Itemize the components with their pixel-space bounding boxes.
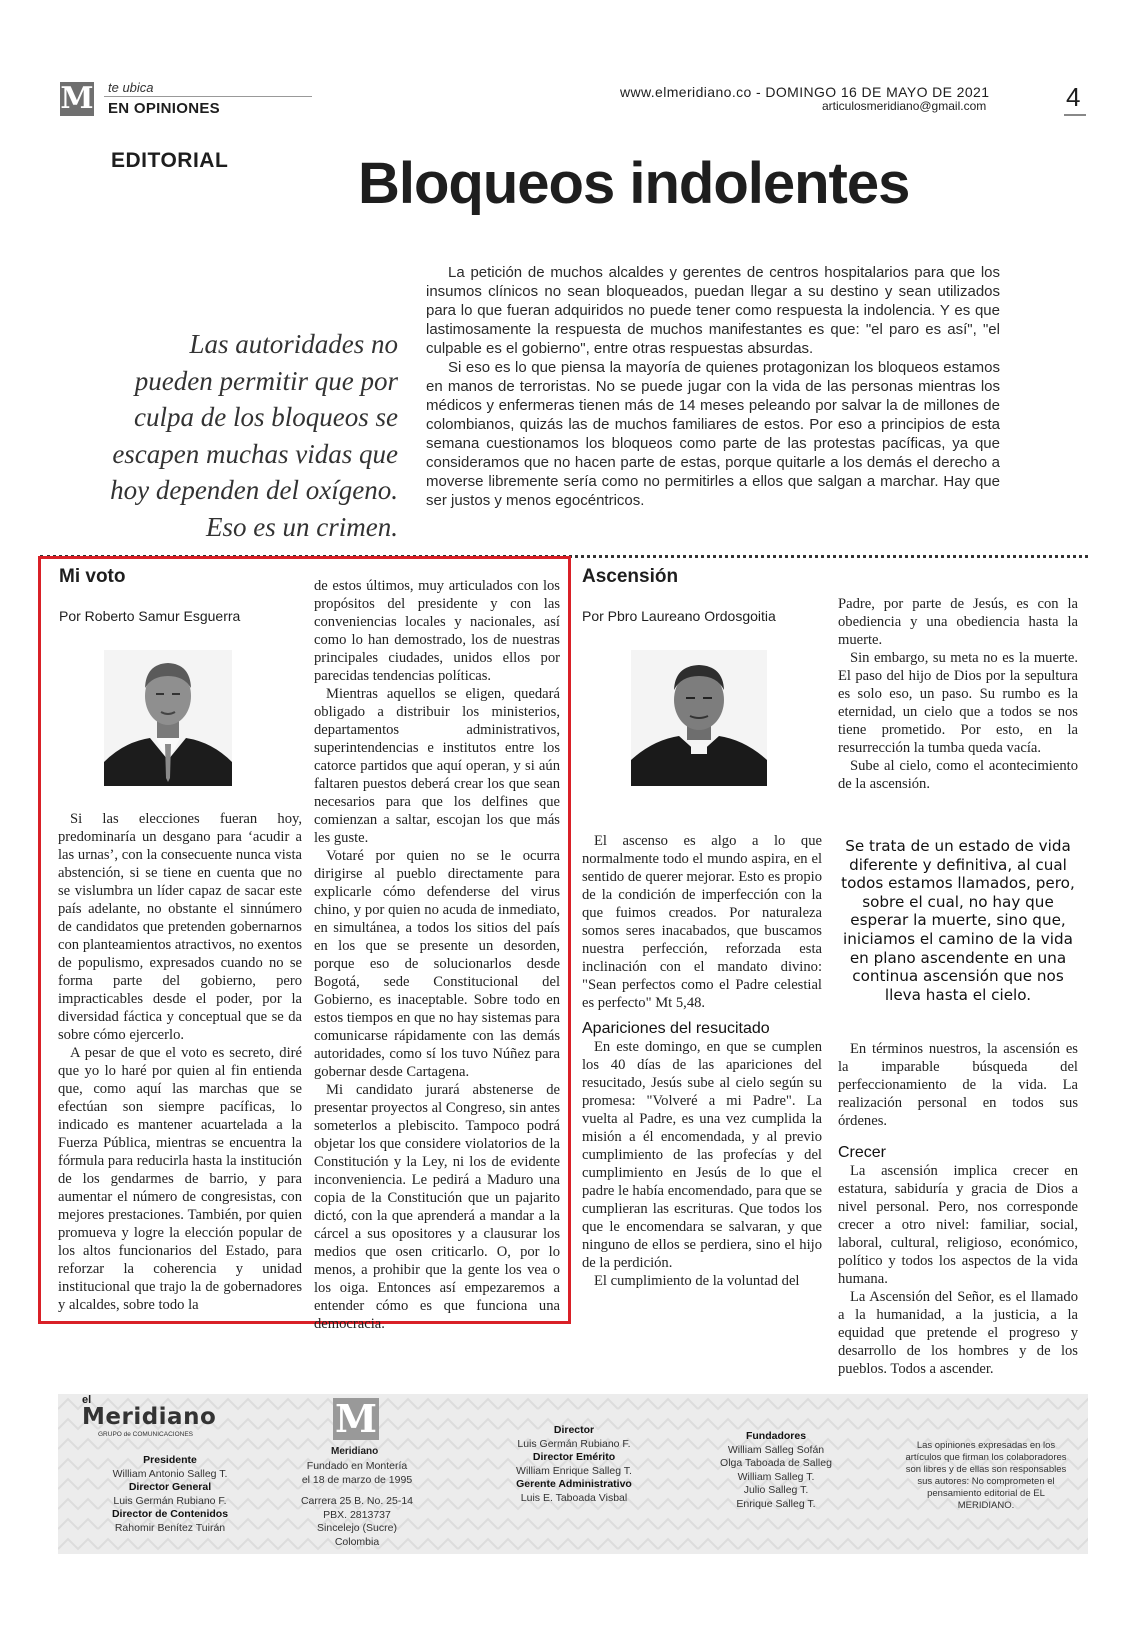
article-paragraph: Mientras aquellos se eligen, quedará obligado a distribuir los ministerios, departamentos administrativos, superintendencias e institutos entre los catorce partidos que aquí operan, y si aún faltaren puestos deberá crear los que sean necesarios para que los delfines que comienzan a saltar, escojan los que más les guste. <box>314 686 560 846</box>
address-line: Sincelejo (Sucre) Colombia <box>317 1522 397 1548</box>
pull-quote-line: pueden permitir que por <box>134 365 398 396</box>
founded-line: el 18 de marzo de 1995 <box>301 1473 413 1486</box>
tagline: te ubica <box>108 80 154 95</box>
editorial-body <box>426 263 1000 510</box>
article-title: Mi voto <box>59 566 126 587</box>
article-column <box>58 810 302 1314</box>
staff-list <box>494 1424 654 1505</box>
editorial-paragraph: La petición de muchos alcaldes y gerentes de centros hospitalarios para que los insumos clínicos no sean bloqueados, puedan llegar a su destino y sean utilizados para lo que fueran adquiridos no puede tener como respuesta la indolencia. Y es que lastimosamente la respuesta de muchos manifestantes es que: "el paro es así", "el culpable es el gobierno", entre otras respuestas absurdas. <box>426 264 1000 357</box>
editorial-headline: Bloqueos indolentes <box>358 151 910 216</box>
staff-role: Director Emérito <box>532 1451 616 1463</box>
pull-quote-line: Las autoridades no <box>189 329 398 359</box>
staff-role: Director de Contenidos <box>111 1508 229 1520</box>
contact-email[interactable]: articulosmeridiano@gmail.com <box>822 99 987 113</box>
founders-title: Fundadores <box>745 1430 807 1442</box>
founder-name: William Salleg Sofán <box>727 1443 825 1456</box>
staff-role: Gerente Administrativo <box>516 1478 632 1490</box>
section-name: EN OPINIONES <box>108 100 220 117</box>
pull-quote-line: Eso es un crimen. <box>206 511 398 542</box>
opinion-disclaimer: Las opiniones expresadas en los artículos que firman los colaboradores son libres y de ellas son responsables sus autores: No comprometen el pensamiento editorial de EL MERIDIANO. <box>905 1440 1067 1511</box>
brand-el: el <box>82 1394 92 1406</box>
founder-name: Julio Salleg T. <box>743 1484 809 1496</box>
article-subhead: Apariciones del resucitado <box>582 1020 770 1037</box>
article-paragraph: La ascensión implica crecer en estatura, sabiduría y gracia de Dios a nivel personal. Pero, nos corresponde crecer a otro nivel: familiar, social, laboral, cultural, religioso, económico, político y todos los aspectos de la vida humana. <box>838 1163 1078 1287</box>
author-photo <box>104 650 232 786</box>
editorial-paragraph: Si eso es lo que piensa la mayoría de quienes protagonizan los bloqueos estamos en manos de terroristas. No se puede jugar con la vida de las personas mientras los médicos y enfermeras tienen más de 14 meses peleando por salvar la de millones de colombianos, quizás las de muchos familiares de estos. Por eso a principios de esta semana cuestionamos los bloqueos como parte de las protestas pacíficas, ya que consideramos que no hacen parte de estas, porque quitarle a los demás el derecho a moverse libremente sería como no permitirles a ellos que salgan a marchar. Hay que ser justos y menos egocéntricos. <box>426 359 1000 509</box>
center-logo-name: Meridiano <box>331 1446 379 1457</box>
pull-quote-line: escapen muchas vidas que <box>112 438 398 469</box>
article-byline: Por Pbro Laureano Ordosgoitia <box>582 608 776 624</box>
center-logo: M <box>334 1396 378 1441</box>
pull-quote-line: culpa de los bloqueos se <box>134 402 398 432</box>
staff-role: Director <box>553 1424 595 1436</box>
founders-list <box>706 1430 846 1511</box>
editorial-label: EDITORIAL <box>111 149 229 172</box>
founder-name: Enrique Salleg T. <box>736 1497 816 1510</box>
article-paragraph: de estos últimos, muy articulados con los propósitos del presidente y con las conveniencias locales y nacionales, así como lo han demostrado, los de nuestras principales ciudades, unidos ellos por parecidas tendencias políticas. <box>314 578 560 684</box>
article-paragraph: A pesar de que el voto es secreto, diré que yo lo haré por quien al fin entienda que, como aquí las marchas que se efectúan son siempre pacíficas, lo indicado es mantener acuartelada a la Fuerza Pública, mientras se encuentra la fórmula para reducirla hasta la institución de los gendarmes de barrio, y para aumentar el número de congresistas, con mejores prestaciones. También, por quien promueva y logre la elección popular de los altos funcionarios del Estado, para reforzar la coherencia y unidad institucional que trajo la de gobernadores y alcaldes, sobre todo la <box>58 1045 302 1313</box>
staff-name: Rahomir Benítez Tuirán <box>114 1521 226 1534</box>
staff-name: William Enrique Salleg T. <box>516 1464 632 1477</box>
brand-subtitle: GRUPO de COMUNICACIONES <box>98 1431 193 1438</box>
article-title: Ascensión <box>582 566 679 587</box>
header-rule <box>104 96 312 97</box>
staff-name: Luis Germán Rubiano F. <box>517 1437 631 1450</box>
article-paragraph: El cumplimiento de la voluntad del <box>594 1273 800 1289</box>
founding-info <box>296 1460 418 1549</box>
address-line: Carrera 25 B. No. 25-14 <box>300 1495 414 1507</box>
pull-quote-line: hoy dependen del oxígeno. <box>110 475 398 505</box>
author-photo-image <box>631 650 767 786</box>
article-paragraph: Sube al cielo, como el acontecimiento de la ascensión. <box>838 758 1078 792</box>
pull-quote <box>108 326 398 545</box>
founder-name: Olga Taboada de Salleg <box>720 1457 832 1469</box>
site-and-date[interactable]: www.elmeridiano.co - DOMINGO 16 DE MAYO DE 2021 <box>620 84 990 100</box>
staff-name: Luis Germán Rubiano F. <box>113 1494 227 1507</box>
page-number: 4 <box>1066 82 1081 112</box>
article-paragraph: Si las elecciones fueran hoy, predominaría un desgano para ‘acudir a las urnas’, con la consecuente nunca vista abstención, si se tiene en cuenta que no se vislumbra un líder capaz de sacar este país adelante, no obstante el sinnúmero de candidatos que pretenden gobernarnos con planteamientos atractivos, no exentos de populismo, expresados cuando no se forma parte del gobierno, pero impracticables desde el poder, por la diversidad fáctica y conceptual que se da sobre cómo ejercerlo. <box>58 811 302 1043</box>
article-paragraph: Padre, por parte de Jesús, es con la obediencia y una obediencia hasta la muerte. <box>838 596 1078 648</box>
staff-role: Presidente <box>143 1454 197 1466</box>
staff-list <box>82 1454 258 1535</box>
article-paragraph: El ascenso es algo a lo que normalmente todo el mundo aspira, en el sentido de querer mejorar. Esto es propio de la condición de imperfección con la que fuimos creados. Por naturaleza somos seres inacabados, que buscamos nuestra perfección, reforzada esta inclinación con el mandato divino: "Sean perfectos como el Padre celestial es perfecto" Mt 5,48. <box>582 833 822 1011</box>
article-byline: Por Roberto Samur Esguerra <box>59 608 241 624</box>
staff-role: Director General <box>128 1481 212 1493</box>
article-paragraph: En términos nuestros, la ascensión es la imparable búsqueda del perfeccionamiento de la vida. La realización personal en todos sus órdenes. <box>838 1041 1078 1129</box>
article-subhead: Crecer <box>838 1144 887 1161</box>
article-paragraph: La Ascensión del Señor, es el llamado a la humanidad, a la justicia, a la equidad que pretende el progreso y desarrollo de los hombres y de los pueblos. Todos a ascender. <box>838 1289 1078 1377</box>
founded-line: Fundado en Montería <box>306 1460 408 1472</box>
article-paragraph: Sin embargo, su meta no es la muerte. El paso del hijo de Dios por la sepultura es solo eso, un paso. Su rumbo es la eternidad, un cielo que a todos se nos tiene prometido. Por esto, en la resurrección la tumba queda vacía. <box>838 650 1078 756</box>
author-photo <box>631 650 767 786</box>
staff-name: Luis E. Taboada Visbal <box>520 1491 628 1504</box>
page-number-underline <box>1064 114 1086 116</box>
article-column <box>314 577 560 1333</box>
article-column <box>838 1040 1078 1378</box>
address-line: PBX. 2813737 <box>323 1508 391 1521</box>
staff-name: William Antonio Salleg T. <box>112 1467 228 1480</box>
article-column <box>838 595 1078 793</box>
founder-name: William Salleg T. <box>737 1470 815 1483</box>
section-logo: M <box>60 81 94 116</box>
article-callout: Se trata de un estado de vida diferente y definitiva, al cual todos estamos llamados, pero, sobre el cual, no hay que esperar la muerte, sino que, iniciamos el camino de la vida en plano ascendente en una continua ascensión que nos lleva hasta el cielo. <box>841 837 1075 1004</box>
article-column <box>582 832 822 1290</box>
article-paragraph: Votaré por quien no se le ocurra dirigirse al pueblo directamente para explicarle cómo defenderse del virus chino, y por quien no acuda de inmediato, en simultánea, a todos los sitios del país en los que se presente un desorden, porque eso de solucionarlos desde Bogotá, sede Constitucional del Gobierno, es inaceptable. Sobre todo en estos tiempos en que no hay sistemas para comunicarse rápidamente con las demás autoridades, como sí los tuvo Núñez para gobernar desde Cartagena. <box>314 848 561 1080</box>
article-paragraph: Mi candidato jurará abstenerse de presentar proyectos al Congreso, sin antes someterlos a plebiscito. Tampoco podrá objetar los que considere violatorios de la Constitución y la Ley, ni los de evidente inconveniencia. Le pedirá a Maduro una copia de la Constitución que un pajarito dictó, con la que aprenderá a mandar a la cárcel a sus opositores y a clausurar los medios que osen criticarlo. O, por lo menos, a prohibir que la gente los vea o los oiga. Entonces así empezaremos a entender cómo es que funciona una democracia. <box>314 1082 560 1332</box>
brand-logo: Meridiano <box>82 1404 217 1430</box>
author-photo-image <box>104 650 232 786</box>
article-paragraph: En este domingo, en que se cumplen los 40 días de las apariciones del resucitado, Jesús sube al cielo según su promesa: "Volveré a mi Padre". La vuelta al Padre, es una vez cumplida la misión a él encomendada, y al previo cumplimiento de las profecías y del cumplimiento en Jesús de lo que el padre le había encomendado, para que se cumplieran las escrituras. Que todos los que le encomendara se salvaran, y que ninguno de ellos se perdiera, sino el hijo de la perdición. <box>582 1039 822 1271</box>
